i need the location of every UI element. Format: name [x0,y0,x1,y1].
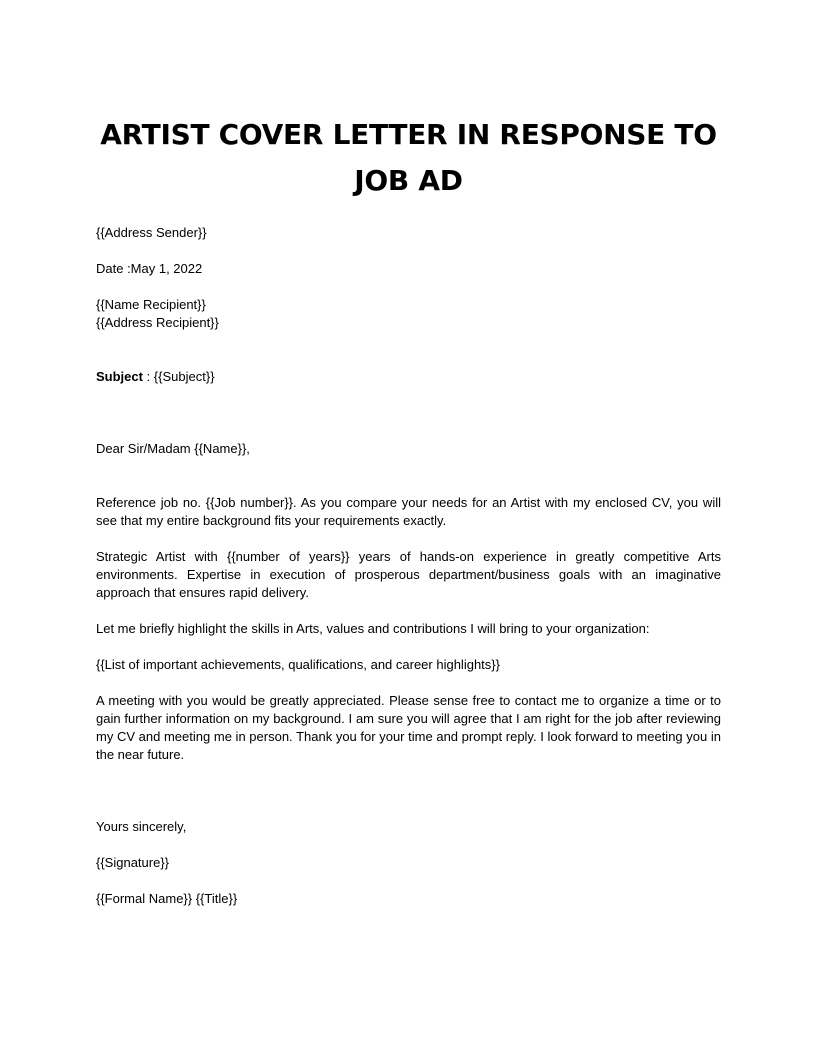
title-line-2: JOB AD [354,164,463,197]
date-line: Date :May 1, 2022 [96,261,203,276]
paragraph-highlight-intro: Let me briefly highlight the skills in Arts, values and contributions I will bring to your organization: [96,621,650,636]
document-title [56,112,761,204]
paragraph-meeting: A meeting with you would be greatly appreciated. Please sense free to contact me to organize a time or to gain further information on my background. I am sure you will agree that I am right for the job after reviewing my CV and meeting me in person. Thank you for your time and prompt reply. I look forward to meeting you in the near future. [96,693,721,762]
letter-body [96,224,721,908]
salutation: Dear Sir/Madam {{Name}}, [96,441,250,456]
subject-value: : {{Subject}} [142,369,215,384]
closing: Yours sincerely, [96,819,187,834]
paragraph-achievements: {{List of important achievements, qualifications, and career highlights}} [96,657,500,672]
signature: {{Signature}} [96,855,170,870]
title-line-1: ARTIST COVER LETTER IN RESPONSE TO [100,118,717,151]
subject-label: Subject [96,369,143,384]
name-recipient: {{Name Recipient}} [96,297,206,312]
paragraph-experience: Strategic Artist with {{number of years}} years of hands-on experience in greatly competitive Arts environments. Expertise in execution of prosperous department/business goals with an imaginative approach that ensures rapid delivery. [96,549,721,600]
subject-line [96,368,721,386]
address-sender: {{Address Sender}} [96,225,207,240]
address-recipient: {{Address Recipient}} [96,315,219,330]
paragraph-reference: Reference job no. {{Job number}}. As you compare your needs for an Artist with my enclosed CV, you will see that my entire background fits your requirements exactly. [96,495,721,528]
letter-page [96,112,721,908]
formal-name-title: {{Formal Name}} {{Title}} [96,891,238,906]
